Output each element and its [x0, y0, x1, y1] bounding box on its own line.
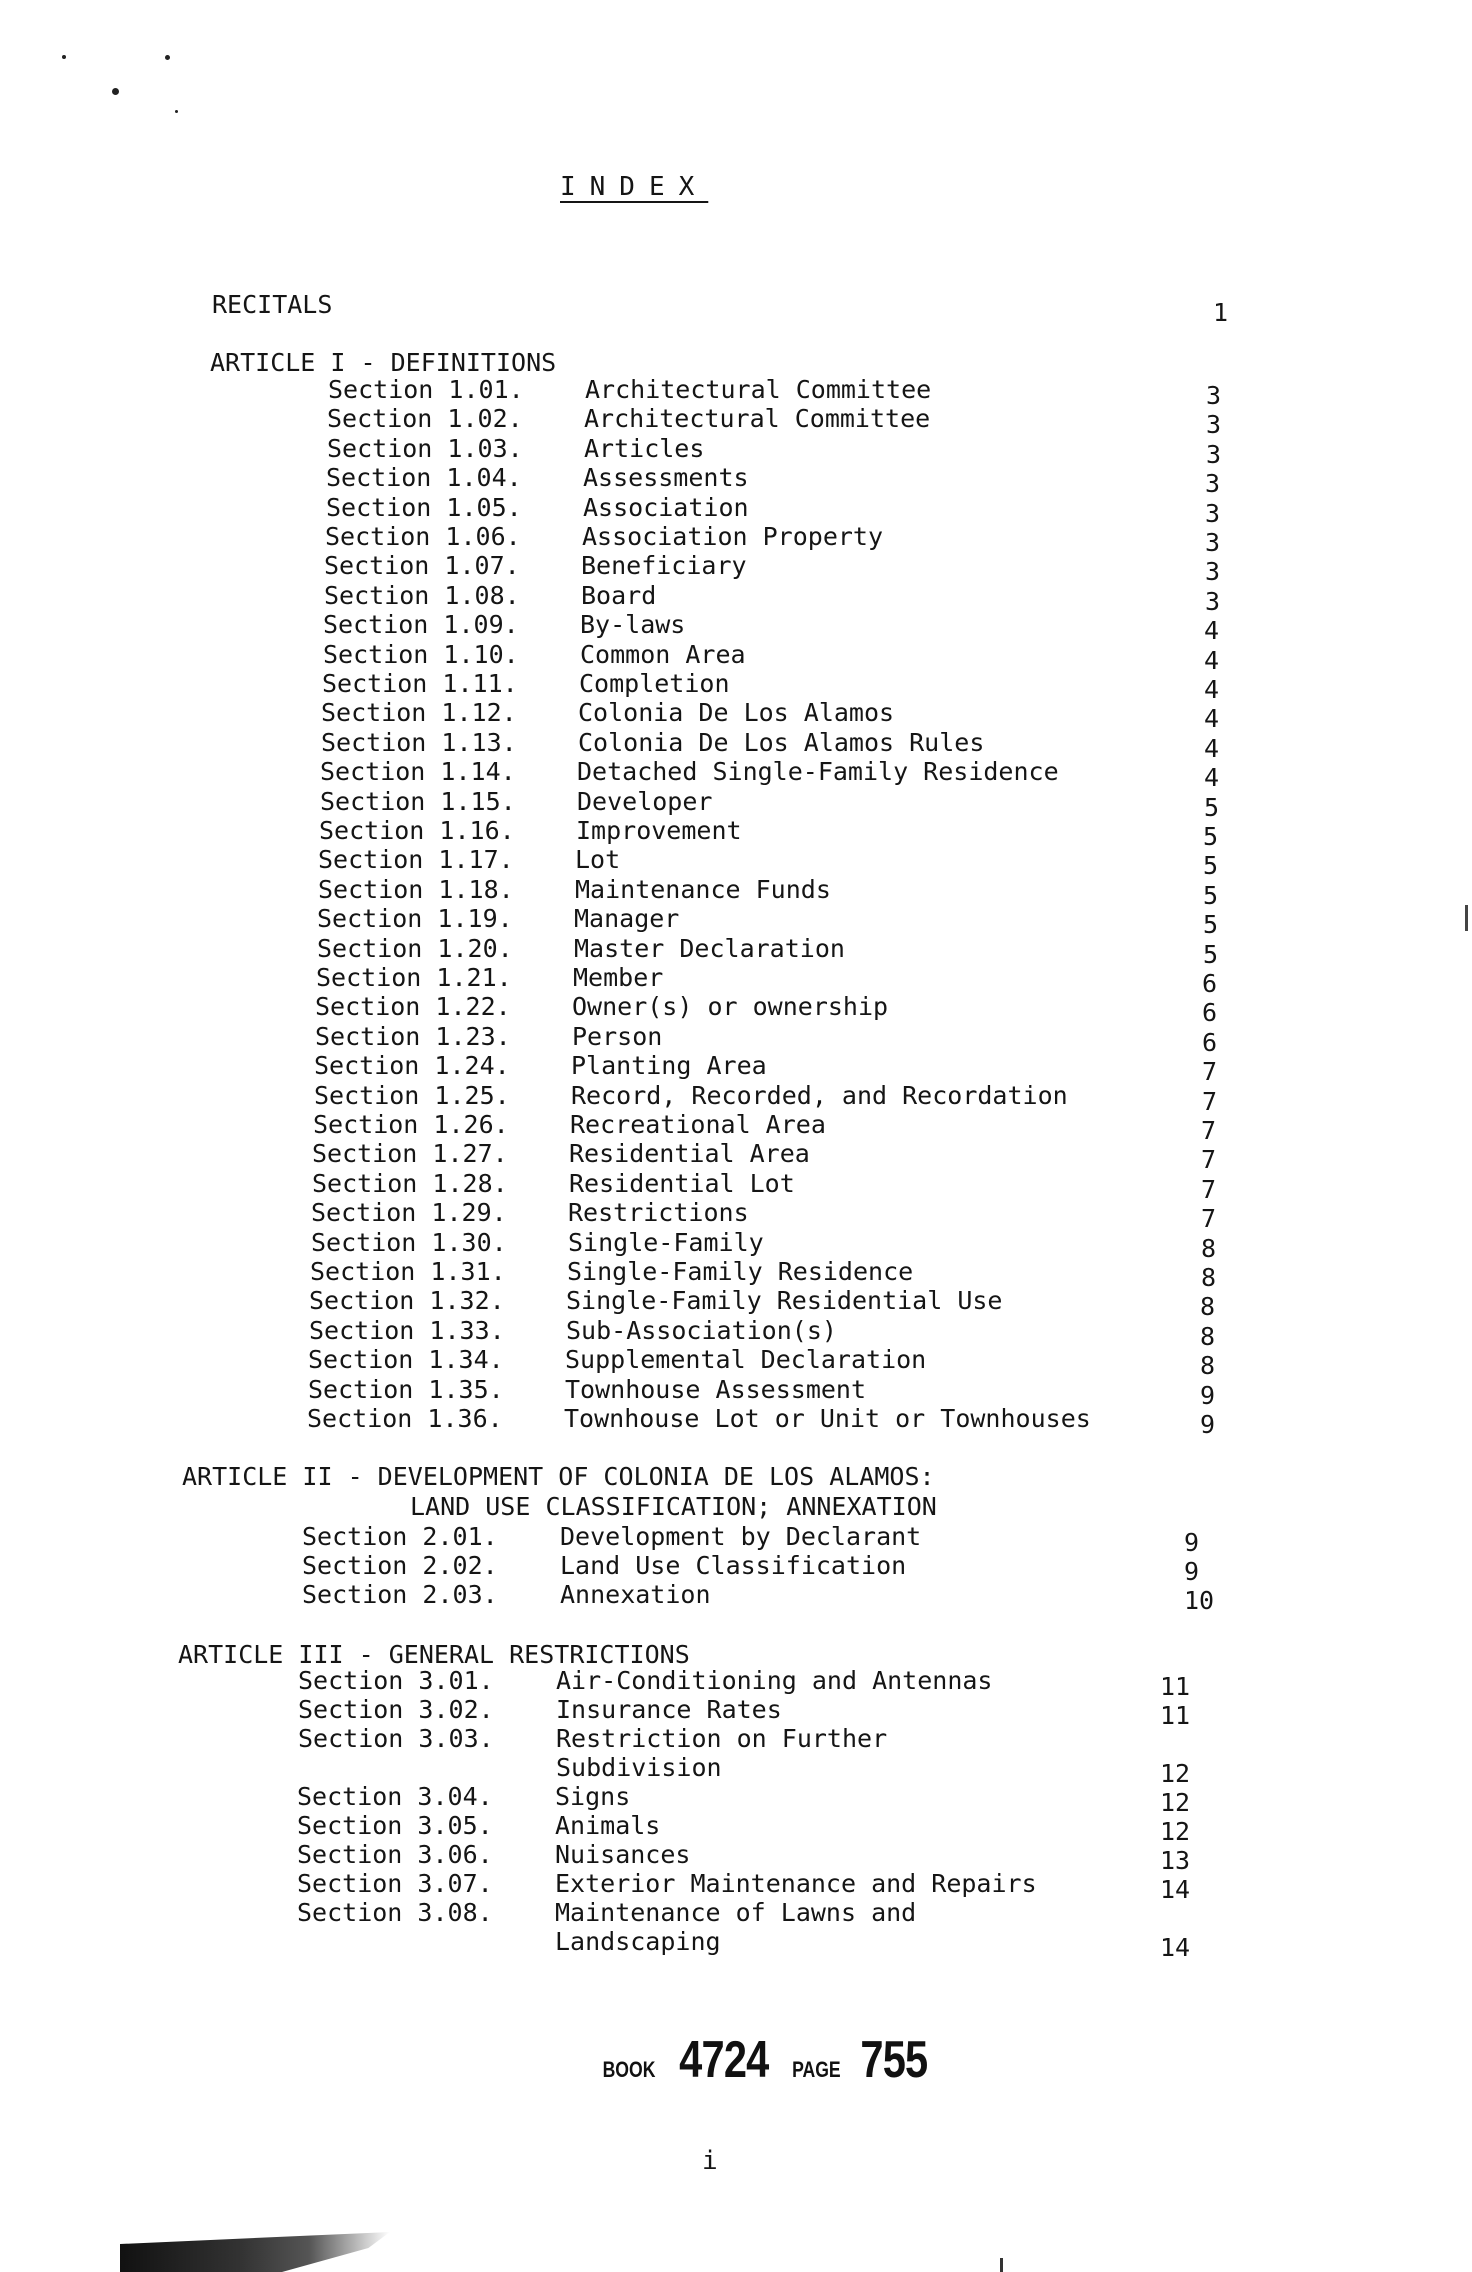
- section-number: Section 1.13.: [321, 727, 517, 757]
- section-title: Owner(s) or ownership: [572, 992, 889, 1022]
- stamp-page-label: PAGE: [791, 2057, 841, 2082]
- section-number: Section 1.24.: [314, 1051, 510, 1081]
- section-number: Section 1.21.: [316, 963, 512, 992]
- section-page-number: 7: [1201, 1204, 1217, 1234]
- section-title: Land Use Classification: [560, 1551, 907, 1580]
- section-page-number: 9: [1200, 1410, 1216, 1439]
- section-number: Section 1.05.: [326, 492, 522, 522]
- section-page-number: 3: [1205, 498, 1221, 528]
- section-title: Completion: [579, 669, 730, 698]
- section-page-number: 12: [1160, 1759, 1191, 1788]
- section-number: Section 1.16.: [319, 816, 515, 845]
- book-page-stamp: [596, 2030, 936, 2090]
- section-number: Section 1.08.: [324, 580, 520, 610]
- section-title: Person: [572, 1021, 663, 1051]
- section-title: Annexation: [560, 1580, 711, 1609]
- section-title: Planting Area: [571, 1051, 767, 1081]
- section-page-number: 8: [1201, 1263, 1217, 1292]
- section-title: Signs: [555, 1782, 631, 1811]
- section-title: Master Declaration: [574, 933, 845, 963]
- section-title: Animals: [555, 1811, 661, 1840]
- section-title: Maintenance of Lawns and: [555, 1898, 917, 1927]
- section-page-number: 5: [1203, 910, 1219, 940]
- section-page-number: 4: [1204, 733, 1220, 763]
- section-title: Manager: [574, 904, 680, 934]
- section-number: Section 1.11.: [322, 669, 518, 698]
- section-number: Section 1.06.: [325, 522, 521, 551]
- stamp-book-number: 4724: [679, 2031, 769, 2089]
- section-page-number: 10: [1184, 1586, 1215, 1615]
- section-page-number: 5: [1203, 939, 1219, 969]
- section-page-number: 6: [1202, 998, 1218, 1028]
- article-subheading: LAND USE CLASSIFICATION; ANNEXATION: [410, 1492, 937, 1521]
- section-number: Section 1.26.: [313, 1110, 509, 1139]
- section-number: Section 3.03.: [298, 1724, 494, 1753]
- section-number: Section 1.12.: [321, 698, 517, 728]
- section-page-number: 9: [1200, 1380, 1216, 1410]
- section-page-number: 12: [1160, 1817, 1191, 1846]
- section-title: Supplemental Declaration: [565, 1345, 927, 1375]
- section-number: Section 1.03.: [327, 433, 523, 463]
- section-title: Recreational Area: [570, 1110, 826, 1139]
- section-page-number: 5: [1203, 880, 1219, 910]
- section-number: Section 1.27.: [312, 1139, 508, 1169]
- section-page-number: 3: [1206, 381, 1222, 410]
- section-title: Board: [581, 580, 657, 610]
- section-number: Section 1.31.: [310, 1257, 506, 1286]
- section-number: Section 1.34.: [308, 1345, 504, 1375]
- section-number: Section 3.02.: [298, 1695, 494, 1724]
- section-number: Section 1.28.: [312, 1168, 508, 1198]
- scan-speck: [112, 88, 119, 95]
- section-title: Colonia De Los Alamos: [578, 698, 895, 728]
- recitals-label: RECITALS: [212, 290, 333, 319]
- section-page-number: 13: [1160, 1846, 1191, 1875]
- section-title: Residential Area: [569, 1139, 810, 1169]
- section-title: By-laws: [580, 610, 686, 640]
- section-title: Townhouse Lot or Unit or Townhouses: [564, 1404, 1091, 1433]
- section-page-number: 9: [1184, 1557, 1200, 1586]
- section-title-continued: Landscaping: [555, 1927, 721, 1956]
- section-number: Section 3.07.: [297, 1869, 493, 1898]
- section-title: Architectural Committee: [584, 404, 931, 434]
- section-page-number: 8: [1200, 1351, 1216, 1381]
- section-title: Developer: [577, 786, 713, 816]
- scan-edge-mark: [1465, 905, 1468, 931]
- section-page-number: 5: [1204, 792, 1220, 822]
- page-folio: i: [702, 2146, 718, 2176]
- section-number: Section 1.04.: [326, 463, 522, 493]
- section-title: Articles: [584, 433, 705, 463]
- section-number: Section 1.29.: [311, 1198, 507, 1228]
- section-number: Section 1.14.: [320, 757, 516, 787]
- section-title: Air-Conditioning and Antennas: [556, 1666, 993, 1695]
- section-number: Section 1.02.: [327, 404, 523, 434]
- scan-speck: [175, 110, 178, 113]
- section-title: Improvement: [576, 816, 742, 845]
- section-number: Section 1.10.: [323, 639, 519, 669]
- section-page-number: 7: [1201, 1145, 1217, 1175]
- section-page-number: 7: [1202, 1057, 1218, 1087]
- section-page-number: 3: [1206, 410, 1222, 440]
- section-page-number: 3: [1205, 586, 1221, 616]
- section-number: Section 1.25.: [314, 1080, 510, 1110]
- article-heading: ARTICLE I - DEFINITIONS: [210, 348, 557, 377]
- section-title: Colonia De Los Alamos Rules: [578, 727, 985, 757]
- section-number: Section 1.35.: [308, 1374, 504, 1404]
- section-title: Maintenance Funds: [575, 874, 831, 904]
- section-title: Residential Lot: [569, 1168, 795, 1198]
- section-page-number: 3: [1205, 469, 1221, 499]
- section-title: Townhouse Assessment: [565, 1374, 867, 1404]
- section-number: Section 1.36.: [307, 1404, 503, 1433]
- section-page-number: 14: [1160, 1875, 1191, 1904]
- section-number: Section 1.07.: [324, 551, 520, 581]
- section-title: Record, Recorded, and Recordation: [571, 1080, 1068, 1110]
- section-number: Section 1.15.: [320, 786, 516, 816]
- section-page-number: 5: [1203, 851, 1219, 881]
- section-page-number: 6: [1202, 1027, 1218, 1057]
- section-page-number: 7: [1202, 1086, 1218, 1116]
- section-title: Single-Family Residence: [567, 1257, 914, 1286]
- section-number: Section 3.04.: [297, 1782, 493, 1811]
- section-title: Common Area: [580, 639, 746, 669]
- section-page-number: 9: [1184, 1528, 1200, 1557]
- section-title: Member: [573, 963, 664, 992]
- section-title: Beneficiary: [581, 551, 747, 581]
- section-number: Section 1.17.: [318, 845, 514, 875]
- stamp-book-label: BOOK: [602, 2057, 656, 2082]
- section-page-number: 4: [1204, 675, 1220, 704]
- section-title: Exterior Maintenance and Repairs: [555, 1869, 1037, 1898]
- section-page-number: 6: [1202, 969, 1218, 998]
- section-title: Association Property: [582, 522, 884, 551]
- section-number: Section 1.22.: [315, 992, 511, 1022]
- section-page-number: 8: [1201, 1233, 1217, 1263]
- section-title-continued: Subdivision: [556, 1753, 722, 1782]
- section-number: Section 1.23.: [315, 1021, 511, 1051]
- section-number: Section 1.30.: [311, 1227, 507, 1257]
- stamp-page-number: 755: [860, 2031, 928, 2089]
- section-number: Section 1.09.: [323, 610, 519, 640]
- section-title: Restriction on Further: [556, 1724, 888, 1753]
- section-page-number: 4: [1204, 645, 1220, 675]
- article-heading: ARTICLE II - DEVELOPMENT OF COLONIA DE LOS ALAMOS:: [182, 1462, 935, 1491]
- section-title: Insurance Rates: [556, 1695, 782, 1724]
- section-page-number: 3: [1205, 557, 1221, 587]
- section-page-number: 4: [1204, 616, 1220, 646]
- section-number: Section 1.32.: [309, 1286, 505, 1316]
- section-title: Association: [583, 492, 749, 522]
- section-page-number: 8: [1200, 1321, 1216, 1351]
- section-page-number: 3: [1206, 439, 1222, 469]
- section-number: Section 1.18.: [318, 874, 514, 904]
- scan-smear: [120, 2232, 390, 2272]
- page-title: INDEX: [560, 172, 709, 202]
- section-page-number: 11: [1160, 1701, 1191, 1730]
- recitals-page: 1: [1213, 298, 1229, 327]
- section-page-number: 3: [1205, 528, 1221, 557]
- section-title: Lot: [575, 845, 621, 875]
- section-title: Assessments: [583, 463, 749, 493]
- section-page-number: 5: [1203, 822, 1219, 851]
- section-page-number: 7: [1201, 1116, 1217, 1145]
- scan-edge-mark: [1000, 2258, 1003, 2272]
- section-number: Section 3.05.: [297, 1811, 493, 1840]
- section-number: Section 1.33.: [309, 1315, 505, 1345]
- section-number: Section 2.02.: [302, 1551, 498, 1580]
- section-page-number: 4: [1204, 704, 1220, 734]
- article-heading: ARTICLE III - GENERAL RESTRICTIONS: [178, 1640, 690, 1669]
- section-title: Single-Family Residential Use: [566, 1286, 1003, 1316]
- section-title: Architectural Committee: [585, 375, 932, 404]
- section-number: Section 3.01.: [298, 1666, 494, 1695]
- section-page-number: 14: [1160, 1933, 1191, 1962]
- section-page-number: 11: [1160, 1672, 1191, 1701]
- section-number: Section 1.19.: [317, 904, 513, 934]
- section-page-number: 7: [1201, 1174, 1217, 1204]
- section-page-number: 4: [1204, 763, 1220, 793]
- section-number: Section 1.01.: [328, 375, 524, 404]
- section-number: Section 3.06.: [297, 1840, 493, 1869]
- section-title: Development by Declarant: [560, 1522, 922, 1551]
- section-title: Nuisances: [555, 1840, 691, 1869]
- section-title: Sub-Association(s): [566, 1315, 837, 1345]
- section-title: Single-Family: [568, 1227, 764, 1257]
- section-number: Section 2.01.: [302, 1522, 498, 1551]
- section-page-number: 8: [1200, 1292, 1216, 1322]
- section-number: Section 1.20.: [317, 933, 513, 963]
- section-page-number: 12: [1160, 1788, 1191, 1817]
- section-title: Detached Single-Family Residence: [577, 757, 1059, 787]
- section-title: Restrictions: [568, 1198, 749, 1228]
- scan-speck: [62, 55, 66, 59]
- section-number: Section 3.08.: [297, 1898, 493, 1927]
- scan-speck: [165, 55, 170, 60]
- section-number: Section 2.03.: [302, 1580, 498, 1609]
